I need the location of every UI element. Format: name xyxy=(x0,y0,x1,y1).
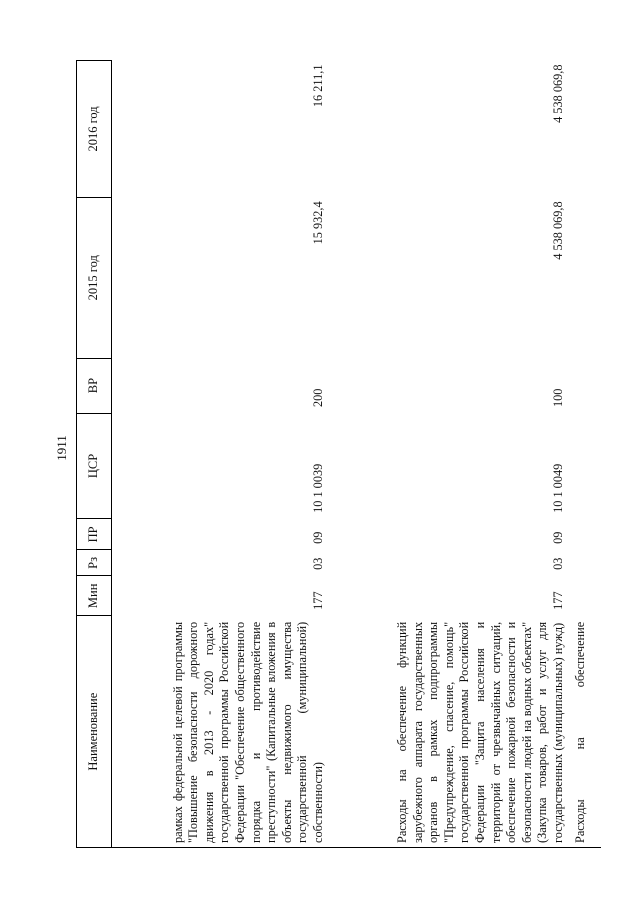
row-min: 177 xyxy=(550,591,565,610)
row-rz: 03 xyxy=(550,557,565,570)
rotated-table-frame xyxy=(76,60,608,848)
table-row xyxy=(331,61,571,848)
row-csr: 10 1 0039 xyxy=(310,463,325,513)
table-header-row xyxy=(77,61,112,848)
row-vr: 100 xyxy=(550,388,565,408)
table-row xyxy=(571,61,601,848)
row-2016: 4 538 069,8 xyxy=(550,64,565,123)
header-csr: ЦСР xyxy=(77,413,112,519)
row-pr: 09 xyxy=(550,531,565,544)
row-name: Расходы на обеспечение xyxy=(571,616,601,848)
row-rz: 03 xyxy=(310,557,325,570)
page-number: 1911 xyxy=(54,435,69,461)
header-name: Наименование xyxy=(77,616,112,848)
header-rz: Рз xyxy=(77,550,112,576)
row-2015: 15 932,4 xyxy=(310,201,325,245)
header-min: Мин xyxy=(77,576,112,616)
row-csr: 10 1 0049 xyxy=(550,463,565,513)
row-min: 177 xyxy=(310,591,325,610)
row-2015: 4 538 069,8 xyxy=(550,201,565,260)
header-2016: 2016 год xyxy=(77,61,112,198)
row-name: Расходы на обеспечение функций зарубежного аппарата государственных органов в рамках подпрограммы "Предупреждение, спасение, помощь" государственной программы Российской Федерации "Защита населения и территорий от чрезвычайных ситуаций, обеспечение пожарной безопасности и безопасности людей на водных объектах" (Закупка товаров, работ и услуг для государственных (муниципальных) нужд) xyxy=(331,616,571,848)
row-pr: 09 xyxy=(310,531,325,544)
header-pr: ПР xyxy=(77,519,112,550)
budget-table xyxy=(76,60,601,848)
row-vr: 200 xyxy=(310,388,325,408)
table-row xyxy=(112,61,331,848)
row-2016: 16 211,1 xyxy=(310,64,325,108)
row-name: рамках федеральной целевой программы "Повышение безопасности дорожного движения в 2013 - 2020 годах" государственной программы Российской Федерации "Обеспечение общественного порядка и противодействие преступности" (Капитальные вложения в объекты недвижимого имущества государственной (муниципальной) собственности) xyxy=(112,616,331,848)
table-container xyxy=(76,60,608,848)
header-2015: 2015 год xyxy=(77,197,112,358)
header-vr: ВР xyxy=(77,358,112,413)
